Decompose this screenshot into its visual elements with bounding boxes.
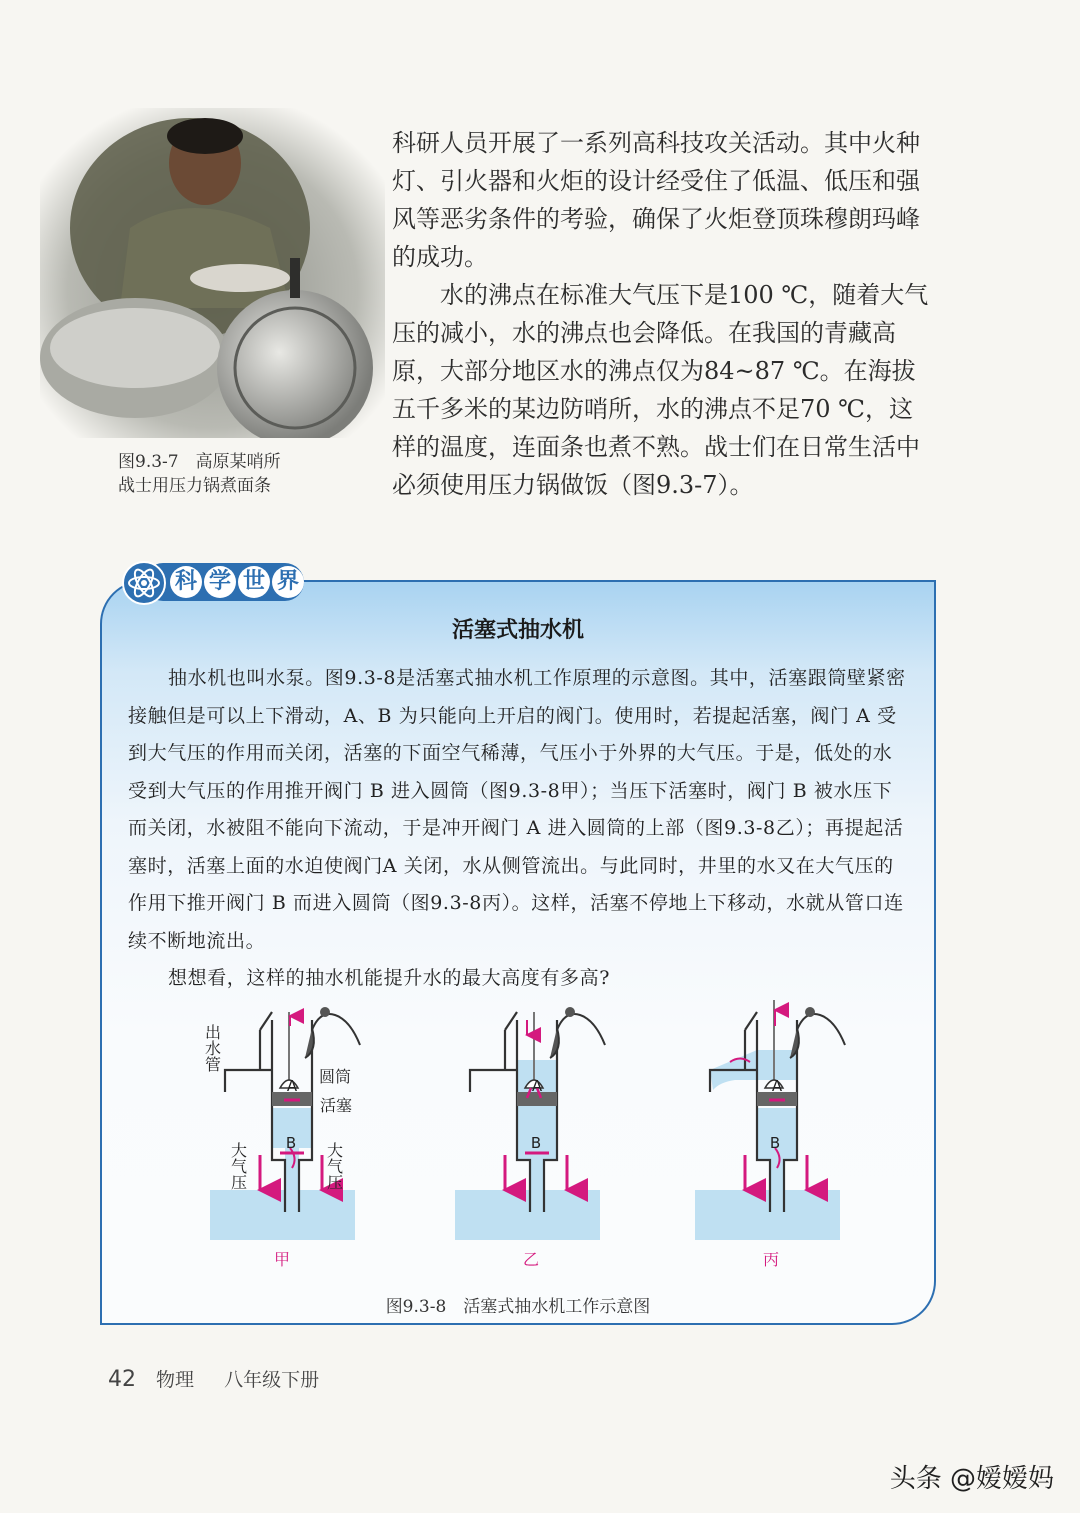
page-footer [108,1365,319,1392]
valve-a-label: A [531,1077,543,1095]
figure-caption: 图9.3-8 活塞式抽水机工作示意图 [385,1297,651,1317]
valve-a-label: A [771,1077,783,1095]
cylinder-label: 圆筒 [319,1067,352,1086]
body-paragraph-2: 水的沸点在标准大气压下是100 ℃，随着大气压的减小，水的沸点也会降低。在我国的青藏高原，大部分地区水的沸点仅为84~87 ℃。在海拔五千多米的某边防哨所，水的沸点不足70 ℃，这样的温度，连面条也煮不熟。战士们在日常生活中必须使用压力锅做饭（图9.3-7）。 [392,281,929,499]
valve-a-label: A [286,1077,298,1095]
piston-label: 活塞 [320,1096,353,1115]
soldier-pressure-cooker-photo [40,108,385,438]
panel-label-yi: 乙 [522,1250,540,1269]
outlet-pipe-label: 出水管 [202,1024,222,1072]
panel-label-bing: 丙 [762,1250,780,1269]
box-text [128,660,908,998]
footer-subject: 物理 [156,1369,195,1391]
box-paragraph-2: 想想看，这样的抽水机能提升水的最大高度有多高? [168,967,610,989]
photo-caption-line2: 战士用压力锅煮面条 [118,476,271,496]
atm-pressure-label-right: 大气压 [324,1142,344,1190]
photo-caption [118,450,378,498]
valve-b-label: B [285,1134,297,1152]
pump-panel-jia [210,1007,360,1240]
footer-grade: 八年级下册 [224,1369,320,1391]
box-paragraph-1: 抽水机也叫水泵。图9.3-8是活塞式抽水机工作原理的示意图。其中，活塞跟筒壁紧密接触但是可以上下滑动，A、B 为只能向上开启的阀门。使用时，若提起活塞，阀门 A 受到大气压的作用而关闭，活塞的下面空气稀薄，气压小于外界的大气压。于是，低处的水受到大气压的作用推开阀门 B 进入圆筒（图9.3-8甲）；当压下活塞时，阀门 B 被水压下而关闭，水被阻不能向下流动，于是冲开阀门 A 进入圆筒的上部（图9.3-8乙）；再提起活塞时，活塞上面的水迫使阀门A 关闭，水从侧管流出。与此同时，井里的水又在大气压的作用下推开阀门 B 而进入圆筒（图9.3-8丙）。这样，活塞不停地上下移动，水就从管口连续不断地流出。 [128,667,906,952]
panel-label-jia: 甲 [273,1250,291,1269]
box-title: 活塞式抽水机 [451,618,584,643]
photo-caption-line1: 图9.3-7 高原某哨所 [118,452,281,472]
body-paragraph-1: 科研人员开展了一系列高科技攻关活动。其中火种灯、引火器和火炬的设计经受住了低温、低压和强风等恶劣条件的考验，确保了火炬登顶珠穆朗玛峰的成功。 [392,129,920,271]
pump-panel-yi [455,1007,605,1269]
well-water [210,1190,355,1240]
badge-char: 界 [272,566,304,598]
badge-char: 学 [204,566,236,598]
badge-char: 科 [170,566,202,598]
watermark: 头条 @嫒嫒妈 [889,1464,1054,1494]
valve-b-label: B [769,1134,781,1152]
valve-b-label: B [530,1134,542,1152]
atm-pressure-label-left: 大气压 [228,1142,248,1190]
pump-panel-bing [695,1000,845,1269]
body-text [392,124,932,504]
atom-icon [122,561,166,605]
badge-char: 世 [238,566,270,598]
page-number: 42 [108,1367,136,1392]
science-world-badge [122,561,306,603]
pump-diagram [200,990,860,1280]
